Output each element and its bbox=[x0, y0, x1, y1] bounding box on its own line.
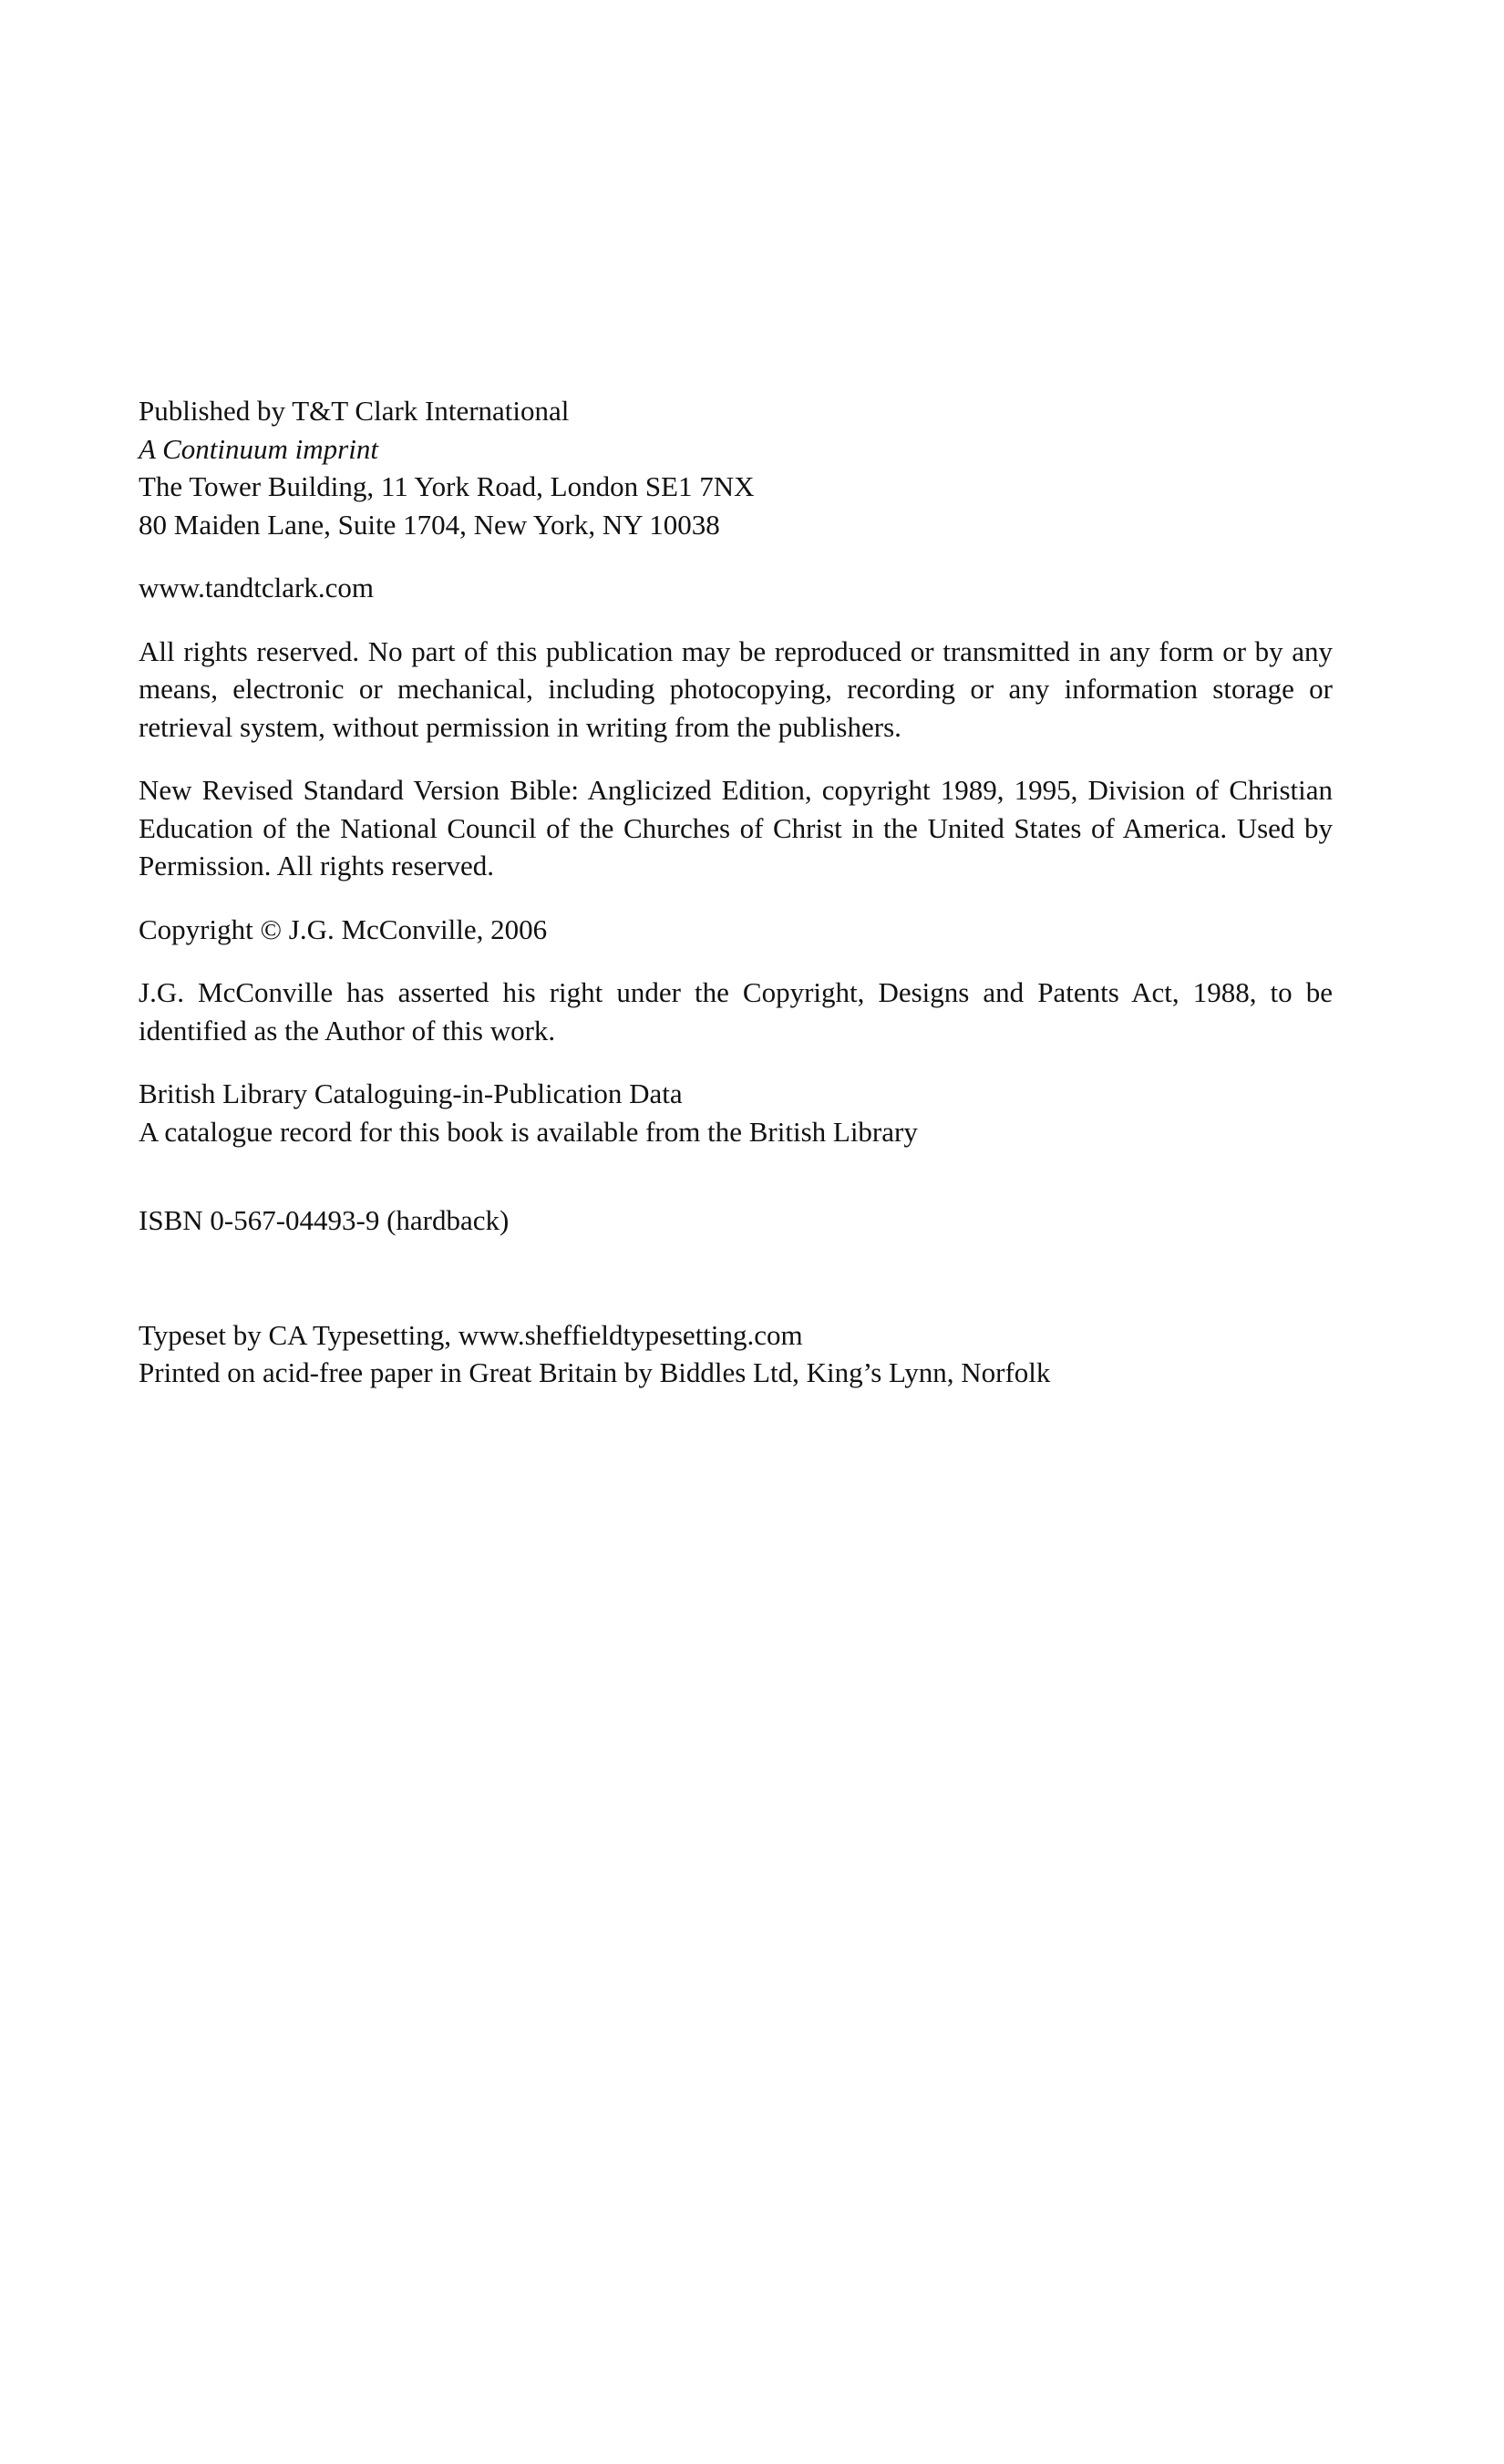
copyright-page bbox=[139, 392, 1342, 1392]
cip-block bbox=[139, 1075, 1342, 1150]
nrsv-statement: New Revised Standard Version Bible: Anglicized Edition, copyright 1989, 1995, Division of Christian Education of the National Council of the Churches of Christ in the United States of America. Used by Permission. All rights reserved. bbox=[139, 774, 1333, 881]
isbn-line: ISBN 0-567-04493-9 (hardback) bbox=[139, 1204, 510, 1236]
publisher-website: www.tandtclark.com bbox=[139, 572, 374, 603]
publisher-name: Published by T&T Clark International bbox=[139, 395, 570, 427]
publisher-block bbox=[139, 392, 1342, 543]
rights-statement: All rights reserved. No part of this publication may be reproduced or transmitted in any form or by any means, electronic or mechanical, including photocopying, recording or any information storage or retrieval system, without permission in writing from the publishers. bbox=[139, 634, 1333, 743]
cip-record: A catalogue record for this book is available from the British Library bbox=[139, 1115, 918, 1148]
author-rights-statement: J.G. McConville has asserted his right under the Copyright, Designs and Patents Act, 1988, to be identified as the Author of this work. bbox=[139, 976, 1333, 1046]
newyork-address: 80 Maiden Lane, Suite 1704, New York, NY 10038 bbox=[139, 508, 720, 541]
production-block bbox=[139, 1316, 1342, 1392]
printed-line: Printed on acid-free paper in Great Britain by Biddles Ltd, King’s Lynn, Norfolk bbox=[139, 1356, 1051, 1388]
typeset-line: Typeset by CA Typesetting, www.sheffieldtypesetting.com bbox=[139, 1318, 803, 1351]
london-address: The Tower Building, 11 York Road, London SE1 7NX bbox=[139, 470, 755, 502]
cip-heading: British Library Cataloguing-in-Publication Data bbox=[139, 1077, 683, 1109]
copyright-line: Copyright © J.G. McConville, 2006 bbox=[139, 912, 548, 945]
imprint-line: A Continuum imprint bbox=[139, 432, 378, 465]
